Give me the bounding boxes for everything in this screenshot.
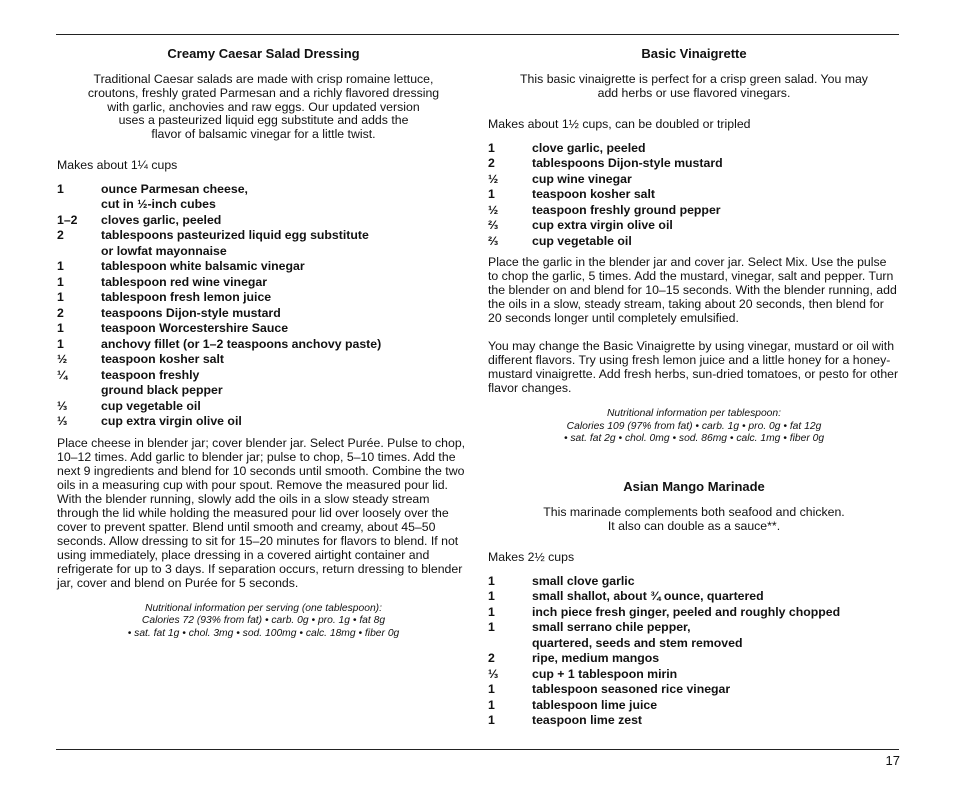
- ingredient-line: cup extra virgin olive oil: [532, 218, 673, 233]
- ingredient-qty: 2: [488, 651, 495, 666]
- ingredient-desc: [532, 589, 764, 605]
- instructions: [488, 255, 900, 395]
- ingredient-row: [488, 620, 900, 651]
- nutrition-info: [488, 408, 900, 445]
- recipe-asian-mango-marinade: [488, 479, 900, 729]
- ingredient-row: [57, 306, 470, 322]
- ingredient-qty: 1: [488, 682, 495, 697]
- ingredient-line: ounce Parmesan cheese,: [101, 181, 248, 196]
- ingredient-qty: 1–2: [57, 212, 78, 227]
- ingredient-row: [57, 182, 470, 213]
- nutrition-info: [57, 603, 470, 640]
- ingredient-row: [57, 228, 470, 259]
- ingredient-line: cup vegetable oil: [532, 233, 632, 248]
- recipe-yield: Makes about 1¼ cups: [57, 157, 178, 172]
- recipe-yield: Makes 2½ cups: [488, 549, 575, 564]
- ingredient-qty: 2: [57, 305, 64, 320]
- ingredient-qty: ⅓: [57, 398, 68, 413]
- recipe-intro: [57, 73, 470, 142]
- ingredient-row: [488, 605, 900, 621]
- ingredient-desc: [532, 218, 673, 234]
- ingredient-desc: [101, 290, 271, 306]
- ingredient-desc: [532, 156, 723, 172]
- ingredient-line: tablespoon lime juice: [532, 697, 658, 712]
- instructions: [57, 436, 470, 590]
- ingredient-qty: ⅔: [488, 233, 499, 248]
- ingredient-line: tablespoon seasoned rice vinegar: [532, 682, 731, 697]
- ingredient-desc: [532, 713, 642, 729]
- text-line: Nutritional information per serving (one tablespoon):: [145, 602, 382, 614]
- ingredient-qty: ⅔: [488, 218, 499, 233]
- ingredient-qty: 2: [488, 156, 495, 171]
- ingredient-row: [488, 187, 900, 203]
- recipe-title: Creamy Caesar Salad Dressing: [167, 46, 360, 61]
- ingredient-line: ripe, medium mangos: [532, 651, 660, 666]
- ingredient-row: [57, 213, 470, 229]
- ingredient-row: [57, 321, 470, 337]
- ingredient-row: [488, 698, 900, 714]
- recipe-intro: [488, 506, 900, 534]
- ingredient-qty: ½: [488, 202, 499, 217]
- ingredient-row: [488, 172, 900, 188]
- text-line: It also can double as a sauce**.: [607, 519, 781, 534]
- ingredient-line: tablespoon white balsamic vinegar: [101, 259, 305, 274]
- text-line: This marinade complements both seafood and chicken.: [543, 505, 845, 520]
- ingredient-desc: [532, 651, 659, 667]
- ingredient-line: cup + 1 tablespoon mirin: [532, 666, 678, 681]
- text-line: Calories 72 (93% from fat) • carb. 0g • pro. 1g • fat 8g: [141, 615, 386, 627]
- ingredient-list: [57, 182, 470, 430]
- recipe-intro: [488, 73, 900, 101]
- ingredient-qty: 1: [488, 573, 495, 588]
- ingredient-row: [488, 682, 900, 698]
- ingredient-line: tablespoons Dijon-style mustard: [532, 156, 723, 171]
- recipe-title: Asian Mango Marinade: [623, 479, 765, 495]
- ingredient-qty: 1: [488, 140, 495, 155]
- ingredient-line: cut in ½-inch cubes: [101, 197, 216, 212]
- ingredient-row: [57, 399, 470, 415]
- ingredient-line: cup wine vinegar: [532, 171, 632, 186]
- ingredient-row: [57, 337, 470, 353]
- ingredient-row: [57, 275, 470, 291]
- ingredient-desc: [532, 698, 657, 714]
- ingredient-row: [488, 651, 900, 667]
- ingredient-row: [57, 368, 470, 399]
- ingredient-line: inch piece fresh ginger, peeled and roughly chopped: [532, 604, 841, 619]
- ingredient-line: teaspoon freshly ground pepper: [532, 202, 721, 217]
- ingredient-desc: [532, 172, 632, 188]
- text-line: add herbs or use flavored vinegars.: [597, 85, 791, 100]
- ingredient-row: [57, 352, 470, 368]
- ingredient-qty: 1: [57, 259, 64, 274]
- top-rule: [56, 34, 899, 35]
- ingredient-desc: [101, 306, 281, 322]
- text-line: • sat. fat 2g • chol. 0mg • sod. 86mg • calc. 1mg • fiber 0g: [563, 432, 825, 444]
- ingredient-desc: [101, 228, 369, 259]
- ingredient-row: [488, 141, 900, 157]
- ingredient-row: [488, 713, 900, 729]
- ingredient-row: [488, 203, 900, 219]
- ingredient-row: [57, 290, 470, 306]
- ingredient-qty: 1: [488, 713, 495, 728]
- ingredient-list: [488, 141, 900, 250]
- ingredient-qty: ½: [57, 352, 68, 367]
- ingredient-desc: [101, 275, 267, 291]
- ingredient-row: [488, 589, 900, 605]
- ingredient-desc: [532, 620, 743, 651]
- ingredient-qty: 1: [488, 697, 495, 712]
- recipe-yield: Makes about 1½ cups, can be doubled or tripled: [488, 116, 751, 131]
- ingredient-qty: ¼: [57, 367, 68, 382]
- ingredient-desc: [532, 574, 635, 590]
- ingredient-line: tablespoon red wine vinegar: [101, 274, 268, 289]
- ingredient-qty: ⅓: [57, 414, 68, 429]
- ingredient-qty: 1: [57, 336, 64, 351]
- ingredient-line: quartered, seeds and stem removed: [532, 635, 743, 650]
- ingredient-row: [488, 574, 900, 590]
- ingredient-qty: 1: [488, 187, 495, 202]
- recipe-basic-vinaigrette: [488, 46, 900, 445]
- ingredient-desc: [532, 141, 645, 157]
- ingredient-desc: [532, 187, 655, 203]
- instruction-paragraph: Place the garlic in the blender jar and cover jar. Select Mix. Use the pulse to chop the garlic, 5 times. Add the mustard, vinegar, salt and pepper. Turn the blender on and blend for 10–15 seconds. With the blender running, add the oils in a slow, steady stream, taking about 20 seconds, then blend for 20 seconds longer until completely emulsified.: [488, 255, 897, 326]
- recipe-title: Basic Vinaigrette: [641, 46, 747, 61]
- ingredient-line: cloves garlic, peeled: [101, 212, 222, 227]
- text-line: with garlic, anchovies and raw eggs. Our updated version: [107, 99, 420, 114]
- ingredient-line: teaspoon kosher salt: [532, 187, 656, 202]
- ingredient-qty: 1: [57, 181, 64, 196]
- instruction-paragraph: You may change the Basic Vinaigrette by using vinegar, mustard or oil with different flavors. Try using fresh lemon juice and a little honey for a honey-mustard vinaigrette. Add fresh herbs, sun-dried tomatoes, or pesto for other flavor changes.: [488, 339, 899, 396]
- ingredient-desc: [101, 182, 248, 213]
- ingredient-qty: 2: [57, 228, 64, 243]
- ingredient-qty: 1: [57, 290, 64, 305]
- ingredient-line: anchovy fillet (or 1–2 teaspoons anchovy paste): [101, 336, 382, 351]
- ingredient-desc: [101, 368, 223, 399]
- page-number: 17: [885, 753, 900, 768]
- ingredient-desc: [532, 203, 721, 219]
- ingredient-line: small shallot, about ¾ ounce, quartered: [532, 589, 764, 604]
- text-line: flavor of balsamic vinegar for a little twist.: [151, 127, 376, 142]
- ingredient-desc: [532, 234, 632, 250]
- ingredient-line: teaspoon kosher salt: [101, 352, 225, 367]
- ingredient-row: [488, 234, 900, 250]
- ingredient-line: teaspoons Dijon-style mustard: [101, 305, 281, 320]
- ingredient-desc: [532, 605, 840, 621]
- ingredient-qty: ⅓: [488, 666, 499, 681]
- ingredient-list: [488, 574, 900, 729]
- ingredient-desc: [101, 259, 305, 275]
- ingredient-qty: 1: [57, 274, 64, 289]
- ingredient-line: cup vegetable oil: [101, 398, 201, 413]
- text-line: Calories 109 (97% from fat) • carb. 1g • pro. 0g • fat 12g: [566, 420, 822, 432]
- instruction-paragraph: Place cheese in blender jar; cover blender jar. Select Purée. Pulse to chop, 10–12 times. Add garlic to blender jar; pulse to chop, 5–10 times. Add the next 9 ingredients and blend for 10 seconds until smooth. Combine the two oils in a measuring cup with pour spout. Remove the measured pour lid. With the blender running, slowly add the oils in a slow steady stream through the lid while holding the measured pour lid over loosely over the cover to prevent spatter. Blend until smooth and creamy, about 45–50 seconds. Allow dressing to sit for 15–20 minutes for flavors to blend. If not using immediately, place dressing in a covered airtight container and refrigerate for up to 3 days. If separation occurs, return dressing to blender jar, cover and blend on Purée for 5 seconds.: [57, 435, 466, 590]
- ingredient-row: [488, 218, 900, 234]
- ingredient-line: or lowfat mayonnaise: [101, 243, 227, 258]
- ingredient-row: [488, 667, 900, 683]
- recipe-caesar-dressing: [57, 46, 470, 640]
- ingredient-desc: [101, 399, 201, 415]
- ingredient-line: teaspoon Worcestershire Sauce: [101, 321, 289, 336]
- ingredient-row: [57, 259, 470, 275]
- ingredient-qty: 1: [488, 589, 495, 604]
- ingredient-qty: 1: [57, 321, 64, 336]
- ingredient-qty: 1: [488, 604, 495, 619]
- ingredient-qty: ½: [488, 171, 499, 186]
- text-line: • sat. fat 1g • chol. 3mg • sod. 100mg • calc. 18mg • fiber 0g: [127, 627, 400, 639]
- ingredient-line: ground black pepper: [101, 383, 223, 398]
- ingredient-line: tablespoons pasteurized liquid egg substitute: [101, 228, 369, 243]
- text-line: Traditional Caesar salads are made with crisp romaine lettuce,: [93, 72, 434, 86]
- ingredient-line: tablespoon fresh lemon juice: [101, 290, 272, 305]
- left-column: [57, 46, 470, 640]
- bottom-rule: [56, 749, 899, 750]
- ingredient-qty: 1: [488, 620, 495, 635]
- text-line: croutons, freshly grated Parmesan and a richly flavored dressing: [87, 85, 440, 100]
- ingredient-desc: [101, 321, 288, 337]
- ingredient-row: [488, 156, 900, 172]
- ingredient-desc: [101, 352, 224, 368]
- right-column: [488, 46, 900, 729]
- ingredient-desc: [532, 682, 730, 698]
- text-line: Nutritional information per tablespoon:: [606, 408, 781, 420]
- ingredient-line: small clove garlic: [532, 573, 635, 588]
- ingredient-desc: [101, 337, 381, 353]
- ingredient-desc: [101, 414, 242, 430]
- ingredient-line: cup extra virgin olive oil: [101, 414, 242, 429]
- ingredient-line: teaspoon lime zest: [532, 713, 643, 728]
- ingredient-row: [57, 414, 470, 430]
- ingredient-desc: [101, 213, 221, 229]
- ingredient-line: teaspoon freshly: [101, 367, 200, 382]
- ingredient-line: clove garlic, peeled: [532, 140, 646, 155]
- text-line: uses a pasteurized liquid egg substitute and adds the: [118, 113, 409, 128]
- text-line: This basic vinaigrette is perfect for a crisp green salad. You may: [520, 72, 868, 86]
- ingredient-line: small serrano chile pepper,: [532, 620, 691, 635]
- ingredient-desc: [532, 667, 677, 683]
